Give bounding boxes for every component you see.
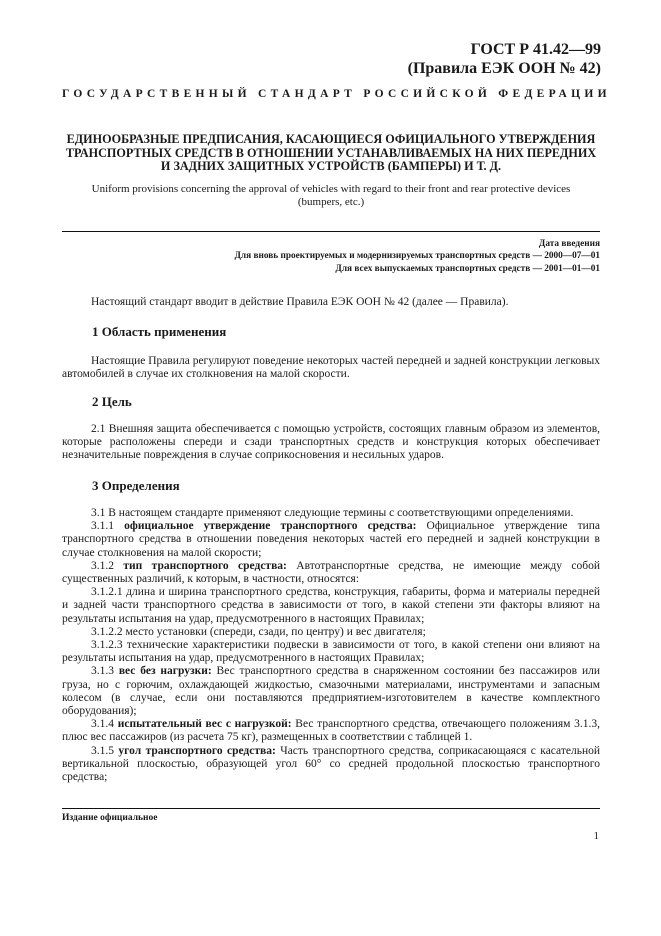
paragraph: 3.1.2.1 длина и ширина транспортного средства, конструкция, габариты, форма и материалы передней и задней части транспортного средства в зависимости от того, в какой степени эти факторы влияют на результаты испытания на удар, предусмотренного в настоящих Правилах; [62,586,600,625]
section-heading-purpose: 2 Цель [92,394,132,409]
definition-paragraph [62,718,600,744]
english-title [62,183,600,209]
date-all-vehicles: Для всех выпускаемых транспортных средств — 2001—01—01 [335,263,600,274]
standard-code [408,40,601,78]
paragraph: 2.1 Внешняя защита обеспечивается с помощью устройств, состоящих главным образом из элементов, которые расположены спереди и сзади транспортных средств и конструкция которых обеспечивает незначительные повреждения в случае соприкосновения и несильных ударов. [62,423,600,462]
paragraph: 3.1 В настоящем стандарте применяют следующие термины с соответствующими определениями. [91,507,574,519]
divider [62,231,600,232]
definition-text: Вес транспортного средства, отвечающего положениям 3.1.3, плюс вес пассажиров (из расчета 75 кг), размещенных в соответствии с таблицей 1. [62,718,601,744]
clause-number: 3.1.2 [91,559,114,572]
defined-term: тип транспортного средства: [123,559,287,572]
intro-paragraph [62,296,600,309]
official-edition-label: Издание официальное [62,813,158,823]
dates-heading: Дата введения [538,239,600,249]
english-title-line: (bumpers, etc.) [297,196,365,208]
paragraph: Настоящий стандарт вводит в действие Правила ЕЭК ООН № 42 (далее — Правила). [91,296,509,308]
paragraph: Настоящие Правила регулируют поведение некоторых частей передней и задней конструкции легковых автомобилей в случае их столкновения на малой скорости. [62,355,600,381]
definition-paragraph [62,520,600,560]
definition-text: Официальное утверждение типа транспортного средства в отношении поведения некоторых частей его передней и задней конструкции в случае столкновения на малой скорости; [62,520,601,559]
footer-divider [62,808,600,809]
title-line: И ЗАДНИХ ЗАЩИТНЫХ УСТРОЙСТВ (БАМПЕРЫ) И Т. Д. [160,159,502,173]
section-scope-body [62,355,600,381]
gost-number: ГОСТ Р 41.42—99 [470,41,601,58]
definition-paragraph [62,745,600,785]
date-new-vehicles: Для вновь проектируемых и модернизируемых транспортных средств — 2000—07—01 [234,251,600,262]
definition-paragraph [62,665,600,718]
clause-number: 3.1.4 [91,718,114,731]
definition-text: Часть транспортного средства, соприкасающаяся с касательной вертикальной плоскостью, образующей угол 60° со средней продольной плоскостью транспортного средства; [62,744,601,784]
defined-term: вес без нагрузки: [118,665,212,678]
definition-paragraph [62,560,600,586]
standard-type-title: ГОСУДАРСТВЕННЫЙ СТАНДАРТ РОССИЙСКОЙ ФЕДЕРАЦИИ [62,88,611,100]
section-purpose-body [62,423,600,463]
definition-text: Автотранспортные средства, не имеющие между собой существенных различий, к которым, в частности, относятся: [62,559,601,586]
clause-number: 3.1.5 [91,744,114,757]
paragraph: 3.1.2.3 технические характеристики подвески в зависимости от того, в какой степени они влияют на результаты испытания на удар, предусмотренного в настоящих Правилах; [62,639,600,665]
ece-rule-number: (Правила ЕЭК ООН № 42) [407,60,601,77]
definition-text: Вес транспортного средства в снаряженном состоянии без пассажиров или груза, но с горючим, охлаждающей жидкостью, смазочными материалами, инструментами и запасным колесом (в случае, если они поставляются предприятием-изготовителем в качестве комплектного оборудования); [62,665,600,718]
section-heading-definitions: 3 Определения [92,478,180,493]
page-number: 1 [593,830,599,842]
defined-term: официальное утверждение транспортного средства: [124,520,417,533]
english-title-line: Uniform provisions concerning the approval of vehicles with regard to their front and rear protective devices [91,183,571,195]
document-title [62,133,600,174]
section-heading-scope: 1 Область применения [92,324,227,339]
section-definitions-body [62,507,600,784]
title-line: ЕДИНООБРАЗНЫЕ ПРЕДПИСАНИЯ, КАСАЮЩИЕСЯ ОФИЦИАЛЬНОГО УТВЕРЖДЕНИЯ [66,132,596,146]
title-line: ТРАНСПОРТНЫХ СРЕДСТВ В ОТНОШЕНИИ УСТАНАВЛИВАЕМЫХ НА НИХ ПЕРЕДНИХ [65,145,597,160]
clause-number: 3.1.1 [91,520,114,533]
defined-term: испытательный вес с нагрузкой: [117,718,292,731]
paragraph: 3.1.2.2 место установки (спереди, сзади, по центру) и вес двигателя; [91,625,426,638]
defined-term: угол транспортного средства: [118,744,276,757]
introduction-dates [234,238,600,275]
clause-number: 3.1.3 [91,665,114,678]
